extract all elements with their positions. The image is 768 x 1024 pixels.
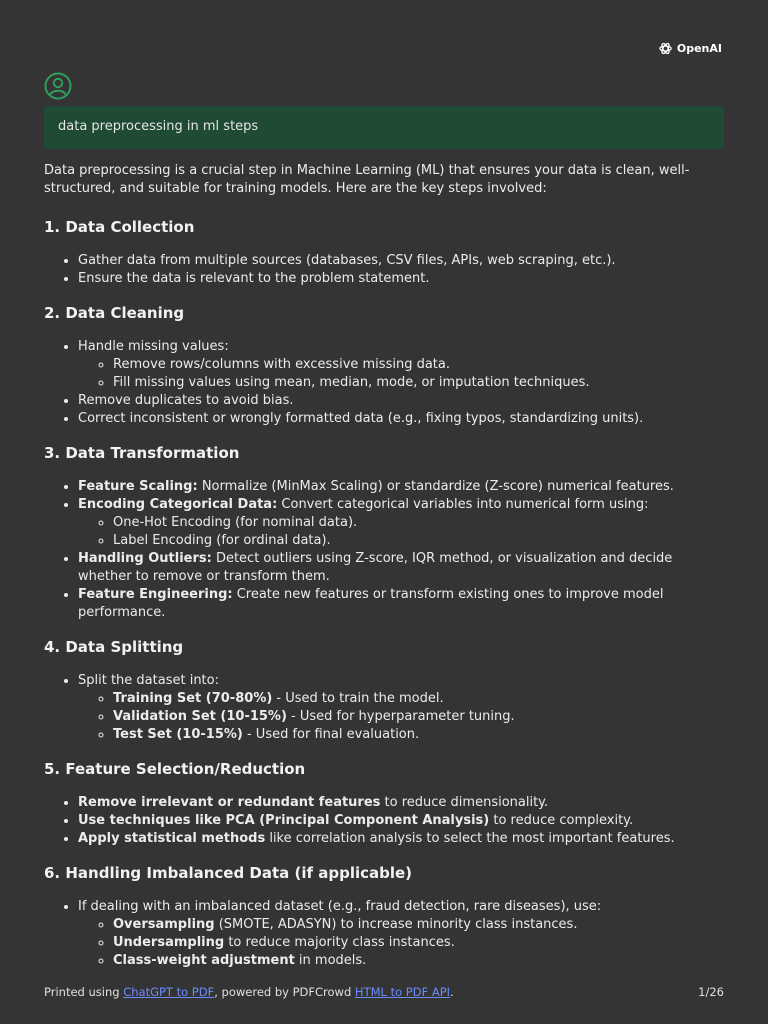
item-text: Remove duplicates to avoid bias. [78, 393, 294, 408]
item-text: to reduce dimensionality. [380, 795, 549, 810]
item-text: to reduce complexity. [489, 813, 634, 828]
item-bold-text: Class-weight adjustment [113, 953, 295, 968]
section-list [44, 794, 724, 848]
section-heading: 4. Data Splitting [44, 638, 184, 656]
sub-list-item [113, 690, 724, 708]
item-text: Ensure the data is relevant to the problem statement. [78, 271, 430, 286]
sub-list-item [113, 374, 724, 392]
item-bold-text: Feature Scaling: [78, 479, 198, 494]
list-item [78, 794, 724, 812]
item-text: Normalize (MinMax Scaling) or standardize (Z-score) numerical features. [197, 479, 674, 494]
list-item [78, 338, 724, 392]
list-item [78, 830, 724, 848]
footer-middle: , powered by PDFCrowd [214, 985, 355, 999]
item-text: Create new features or transform existing ones to improve model performance. [78, 587, 664, 620]
item-bold-text: Feature Engineering: [78, 587, 233, 602]
footer-suffix: . [450, 985, 454, 999]
section-list [44, 478, 724, 622]
item-bold-text: Remove irrelevant or redundant features [78, 795, 381, 810]
item-text: - Used for hyperparameter tuning. [286, 709, 515, 724]
item-bold-text: Training Set (70-80%) [113, 691, 273, 706]
section-heading: 6. Handling Imbalanced Data (if applicable) [44, 864, 413, 882]
list-item [78, 550, 724, 586]
list-item [78, 496, 724, 550]
sub-list [78, 916, 724, 970]
list-item [78, 392, 724, 410]
section-heading: 3. Data Transformation [44, 444, 240, 462]
item-bold-text: Undersampling [113, 935, 225, 950]
item-text: like correlation analysis to select the most important features. [265, 831, 675, 846]
list-item [78, 252, 724, 270]
item-bold-text: Test Set (10-15%) [113, 727, 243, 742]
section-heading: 5. Feature Selection/Reduction [44, 760, 306, 778]
list-item [78, 410, 724, 428]
item-text: Label Encoding (for ordinal data). [113, 533, 331, 548]
section-list [44, 338, 724, 428]
sections-container [44, 216, 724, 970]
item-bold-text: Validation Set (10-15%) [113, 709, 287, 724]
sub-list-item [113, 708, 724, 726]
section-heading: 1. Data Collection [44, 218, 195, 236]
item-text: Split the dataset into: [78, 673, 219, 688]
list-item [78, 586, 724, 622]
list-item [78, 812, 724, 830]
item-text: (SMOTE, ADASYN) to increase minority class instances. [214, 917, 578, 932]
item-text: Correct inconsistent or wrongly formatted data (e.g., fixing typos, standardizing units). [78, 411, 644, 426]
sub-list [78, 514, 724, 550]
list-item [78, 478, 724, 496]
item-text: Gather data from multiple sources (databases, CSV files, APIs, web scraping, etc.). [78, 253, 616, 268]
list-item [78, 672, 724, 744]
openai-logo [658, 41, 722, 56]
item-text: Fill missing values using mean, median, mode, or imputation techniques. [113, 375, 590, 390]
item-text: Remove rows/columns with excessive missing data. [113, 357, 450, 372]
footer [44, 985, 724, 999]
item-bold-text: Encoding Categorical Data: [78, 497, 278, 512]
list-item [78, 270, 724, 288]
item-bold-text: Apply statistical methods [78, 831, 266, 846]
section-list [44, 672, 724, 744]
item-text: in models. [294, 953, 367, 968]
section-list [44, 898, 724, 970]
brand-name: OpenAI [676, 42, 722, 55]
page-number: 1/26 [698, 985, 724, 999]
openai-logo-icon [658, 41, 673, 56]
item-text: - Used to train the model. [272, 691, 444, 706]
user-avatar-icon [44, 72, 72, 100]
sub-list-item [113, 934, 724, 952]
item-bold-text: Handling Outliers: [78, 551, 212, 566]
sub-list-item [113, 356, 724, 374]
item-text: to reduce majority class instances. [224, 935, 455, 950]
html-to-pdf-api-link[interactable]: HTML to PDF API [354, 985, 451, 999]
prompt-text: data preprocessing in ml steps [58, 119, 259, 134]
intro-paragraph: Data preprocessing is a crucial step in Machine Learning (ML) that ensures your data is clean, well-structured, and suitable for training models. Here are the key steps involved: [44, 163, 690, 196]
user-prompt [44, 106, 724, 149]
sub-list-item [113, 952, 724, 970]
sub-list-item [113, 916, 724, 934]
footer-prefix: Printed using [44, 985, 124, 999]
item-text: Convert categorical variables into numerical form using: [277, 497, 649, 512]
item-bold-text: Use techniques like PCA (Principal Component Analysis) [78, 813, 490, 828]
item-text: Handle missing values: [78, 339, 229, 354]
item-text: If dealing with an imbalanced dataset (e.g., fraud detection, rare diseases), use: [78, 899, 602, 914]
section-heading: 2. Data Cleaning [44, 304, 185, 322]
section-list [44, 252, 724, 288]
sub-list [78, 356, 724, 392]
item-text: One-Hot Encoding (for nominal data). [113, 515, 358, 530]
sub-list-item [113, 532, 724, 550]
sub-list [78, 690, 724, 744]
footer-credit [44, 985, 454, 999]
item-bold-text: Oversampling [113, 917, 215, 932]
sub-list-item [113, 726, 724, 744]
item-text: - Used for final evaluation. [242, 727, 420, 742]
item-text: Detect outliers using Z-score, IQR method, or visualization and decide whether to remove or transform them. [78, 551, 673, 584]
chatgpt-to-pdf-link[interactable]: ChatGPT to PDF [123, 985, 215, 999]
response-content [44, 162, 724, 984]
list-item [78, 898, 724, 970]
sub-list-item [113, 514, 724, 532]
